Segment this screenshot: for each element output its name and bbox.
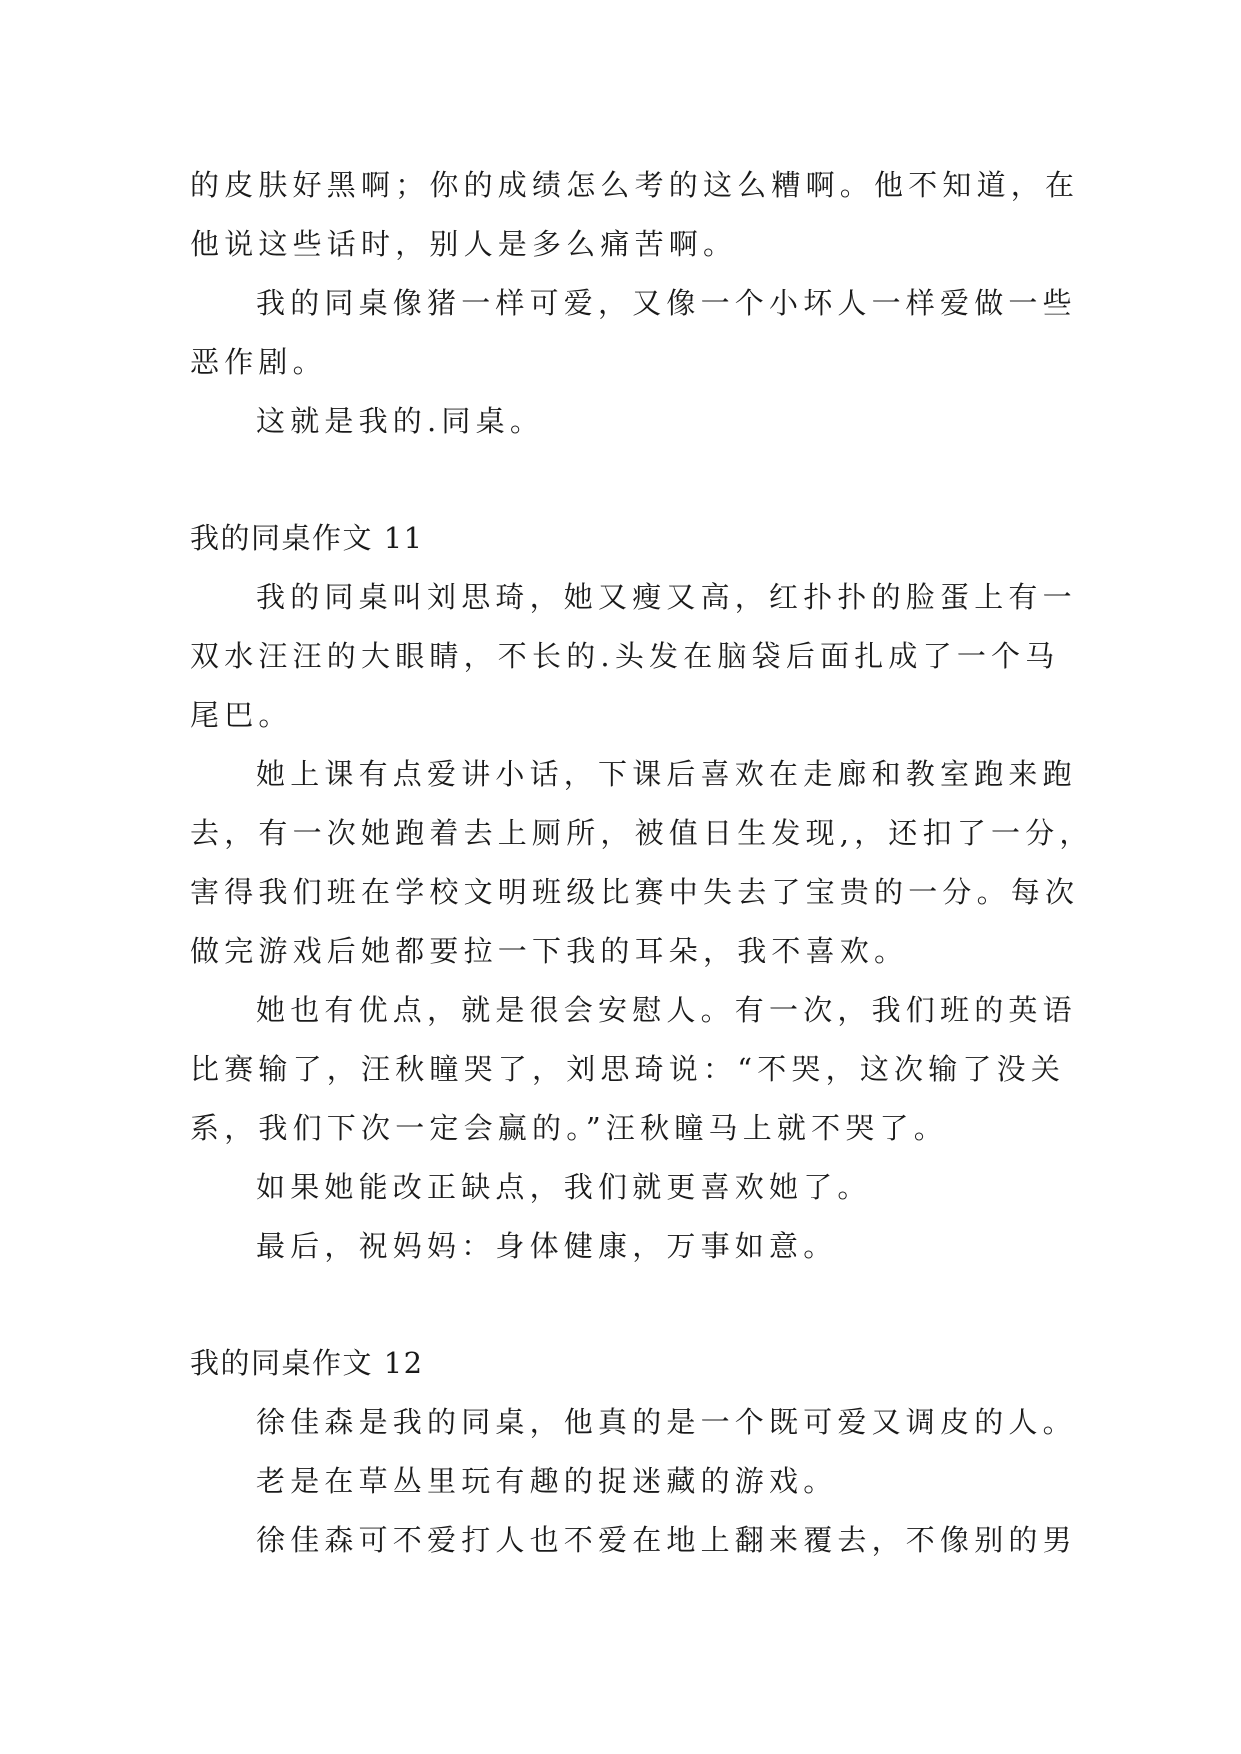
text-line: 他说这些话时，别人是多么痛苦啊。: [190, 227, 738, 261]
section-heading: 我的同桌作文 12: [190, 1346, 424, 1380]
paragraph-start: 她上课有点爱讲小话，下课后喜欢在走廊和教室跑来跑: [256, 757, 1077, 791]
text-line: 做完游戏后她都要拉一下我的耳朵，我不喜欢。: [190, 934, 909, 968]
text-line: 系，我们下次一定会赢的。”汪秋瞳马上就不哭了。: [190, 1111, 948, 1145]
paragraph-start: 我的同桌叫刘思琦，她又瘦又高，红扑扑的脸蛋上有一: [256, 580, 1077, 614]
paragraph-start: 老是在草丛里玩有趣的捉迷藏的游戏。: [256, 1464, 838, 1498]
section-heading: 我的同桌作文 11: [190, 521, 424, 555]
text-line: 双水汪汪的大眼睛，不长的.头发在脑袋后面扎成了一个马: [190, 639, 1060, 673]
text-line: 比赛输了，汪秋瞳哭了，刘思琦说：“不哭，这次输了没关: [190, 1052, 1066, 1086]
paragraph-start: 如果她能改正缺点，我们就更喜欢她了。: [256, 1170, 872, 1204]
paragraph-start: 徐佳森可不爱打人也不爱在地上翻来覆去，不像别的男: [256, 1523, 1077, 1557]
paragraph-start: 我的同桌像猪一样可爱，又像一个小坏人一样爱做一些: [256, 286, 1077, 320]
text-line: 害得我们班在学校文明班级比赛中失去了宝贵的一分。每次: [190, 875, 1080, 909]
text-line: 去，有一次她跑着去上厕所，被值日生发现,，还扣了一分，: [190, 816, 1094, 850]
paragraph-start: 这就是我的.同桌。: [256, 404, 545, 438]
paragraph-start: 她也有优点，就是很会安慰人。有一次，我们班的英语: [256, 993, 1077, 1027]
text-line: 的皮肤好黑啊；你的成绩怎么考的这么糟啊。他不知道，在: [190, 168, 1080, 202]
text-line: 尾巴。: [190, 698, 293, 732]
paragraph-start: 徐佳森是我的同桌，他真的是一个既可爱又调皮的人。: [256, 1405, 1077, 1439]
paragraph-start: 最后，祝妈妈：身体健康，万事如意。: [256, 1229, 838, 1263]
text-line: 恶作剧。: [190, 345, 327, 379]
